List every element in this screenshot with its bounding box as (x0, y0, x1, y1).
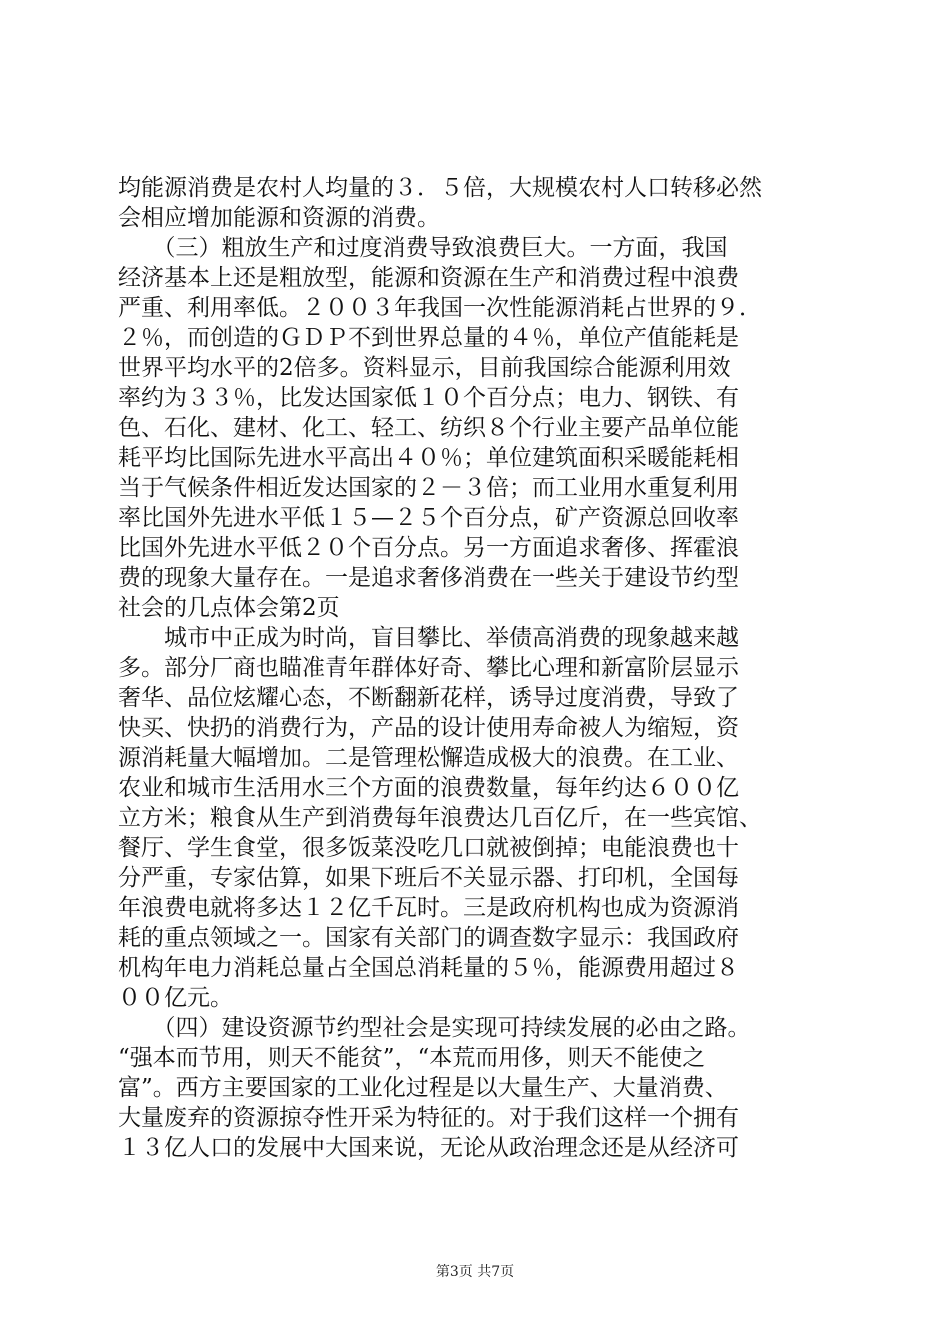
text-line: 多。部分厂商也瞄准青年群体好奇、攀比心理和新富阶层显示 (118, 655, 739, 681)
text-line: ２％，而创造的ＧＤＰ不到世界总量的４％，单位产值能耗是 (118, 325, 739, 351)
text-line: 率约为３３％，比发达国家低１０个百分点；电力、钢铁、有 (118, 385, 739, 411)
text-line: 机构年电力消耗总量占全国总消耗量的５％，能源费用超过８ (118, 955, 739, 981)
document-body (118, 173, 838, 1163)
text-line: 奢华、品位炫耀心态，不断翻新花样，诱导过度消费，导致了 (118, 685, 739, 711)
page-footer (0, 1262, 950, 1282)
text-line: 比国外先进水平低２０个百分点。另一方面追求奢侈、挥霍浪 (118, 535, 739, 561)
text-line: 会相应增加能源和资源的消费。 (118, 205, 440, 231)
text-line: 严重、利用率低。２００３年我国一次性能源消耗占世界的９． (118, 295, 762, 321)
text-line: 富”。西方主要国家的工业化过程是以大量生产、大量消费、 (118, 1075, 728, 1101)
text-line: 社会的几点体会第2页 (118, 595, 340, 621)
text-line: 源消耗量大幅增加。二是管理松懈造成极大的浪费。在工业、 (118, 745, 739, 771)
text-line: 年浪费电就将多达１２亿千瓦时。三是政府机构也成为资源消 (118, 895, 739, 921)
text-line: ００亿元。 (118, 985, 233, 1011)
text-line: 世界平均水平的2倍多。资料显示，目前我国综合能源利用效 (118, 355, 731, 381)
text-line: 农业和城市生活用水三个方面的浪费数量，每年约达６００亿 (118, 775, 739, 801)
text-line: 率比国外先进水平低１５—２５个百分点，矿产资源总回收率 (118, 505, 739, 531)
text-line: 餐厅、学生食堂，很多饭菜没吃几口就被倒掉；电能浪费也十 (118, 835, 739, 861)
text-line: 费的现象大量存在。一是追求奢侈消费在一些关于建设节约型 (118, 565, 739, 591)
text-line: 立方米；粮食从生产到消费每年浪费达几百亿斤，在一些宾馆、 (118, 805, 762, 831)
text-line: 均能源消费是农村人均量的３．５倍，大规模农村人口转移必然 (118, 175, 762, 201)
text-line: 色、石化、建材、化工、轻工、纺织８个行业主要产品单位能 (118, 415, 739, 441)
text-line: 大量废弃的资源掠夺性开采为特征的。对于我们这样一个拥有 (118, 1105, 739, 1131)
text-line: （四）建设资源节约型社会是实现可持续发展的必由之路。 (118, 1015, 751, 1041)
text-line: １３亿人口的发展中大国来说，无论从政治理念还是从经济可 (118, 1135, 739, 1161)
text-line: 当于气候条件相近发达国家的２－３倍；而工业用水重复利用 (118, 475, 739, 501)
text-line: “强本而节用，则天不能贫”，“本荒而用侈，则天不能使之 (118, 1045, 706, 1071)
text-line: 经济基本上还是粗放型，能源和资源在生产和消费过程中浪费 (118, 265, 739, 291)
text-line: 快买、快扔的消费行为，产品的设计使用寿命被人为缩短，资 (118, 715, 739, 741)
text-line: 分严重，专家估算，如果下班后不关显示器、打印机，全国每 (118, 865, 739, 891)
text-line: 耗平均比国际先进水平高出４０％；单位建筑面积采暖能耗相 (118, 445, 739, 471)
text-line: 城市中正成为时尚，盲目攀比、举债高消费的现象越来越 (118, 625, 739, 651)
text-line: 耗的重点领域之一。国家有关部门的调查数字显示：我国政府 (118, 925, 739, 951)
page-number-label: 第3页 共7页 (435, 1264, 515, 1280)
text-line: （三）粗放生产和过度消费导致浪费巨大。一方面，我国 (118, 235, 728, 261)
